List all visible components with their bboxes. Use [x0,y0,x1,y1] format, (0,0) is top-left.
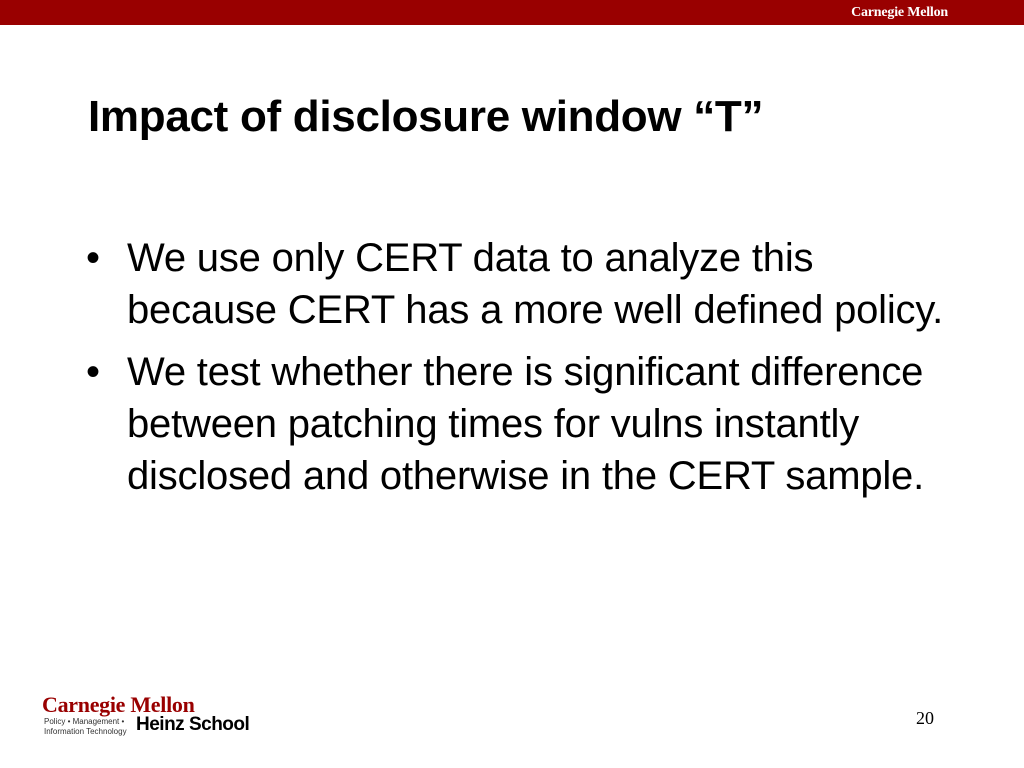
bullet-marker: • [86,350,100,394]
logo-heinz-school: Heinz School [136,714,250,735]
top-brand-label: Carnegie Mellon [851,5,948,20]
slide-title: Impact of disclosure window “T” [88,92,764,141]
logo-tagline-2: Information Technology [44,727,127,736]
page-number: 20 [916,708,934,728]
bullet-item [84,232,944,336]
bullet-marker: • [86,236,100,280]
logo-tagline-1: Policy • Management • [44,717,125,726]
logo-carnegie-mellon: Carnegie Mellon [42,692,195,717]
top-banner [0,0,1024,25]
bullet-item [84,346,944,502]
bullet-list [84,232,944,512]
bullet-text: We use only CERT data to analyze this because CERT has a more well defined policy. [127,236,944,332]
bullet-text: We test whether there is significant difference between patching times for vulns instantly disclosed and otherwise in the CERT sample. [127,350,925,498]
heinz-school-logo [42,692,262,742]
